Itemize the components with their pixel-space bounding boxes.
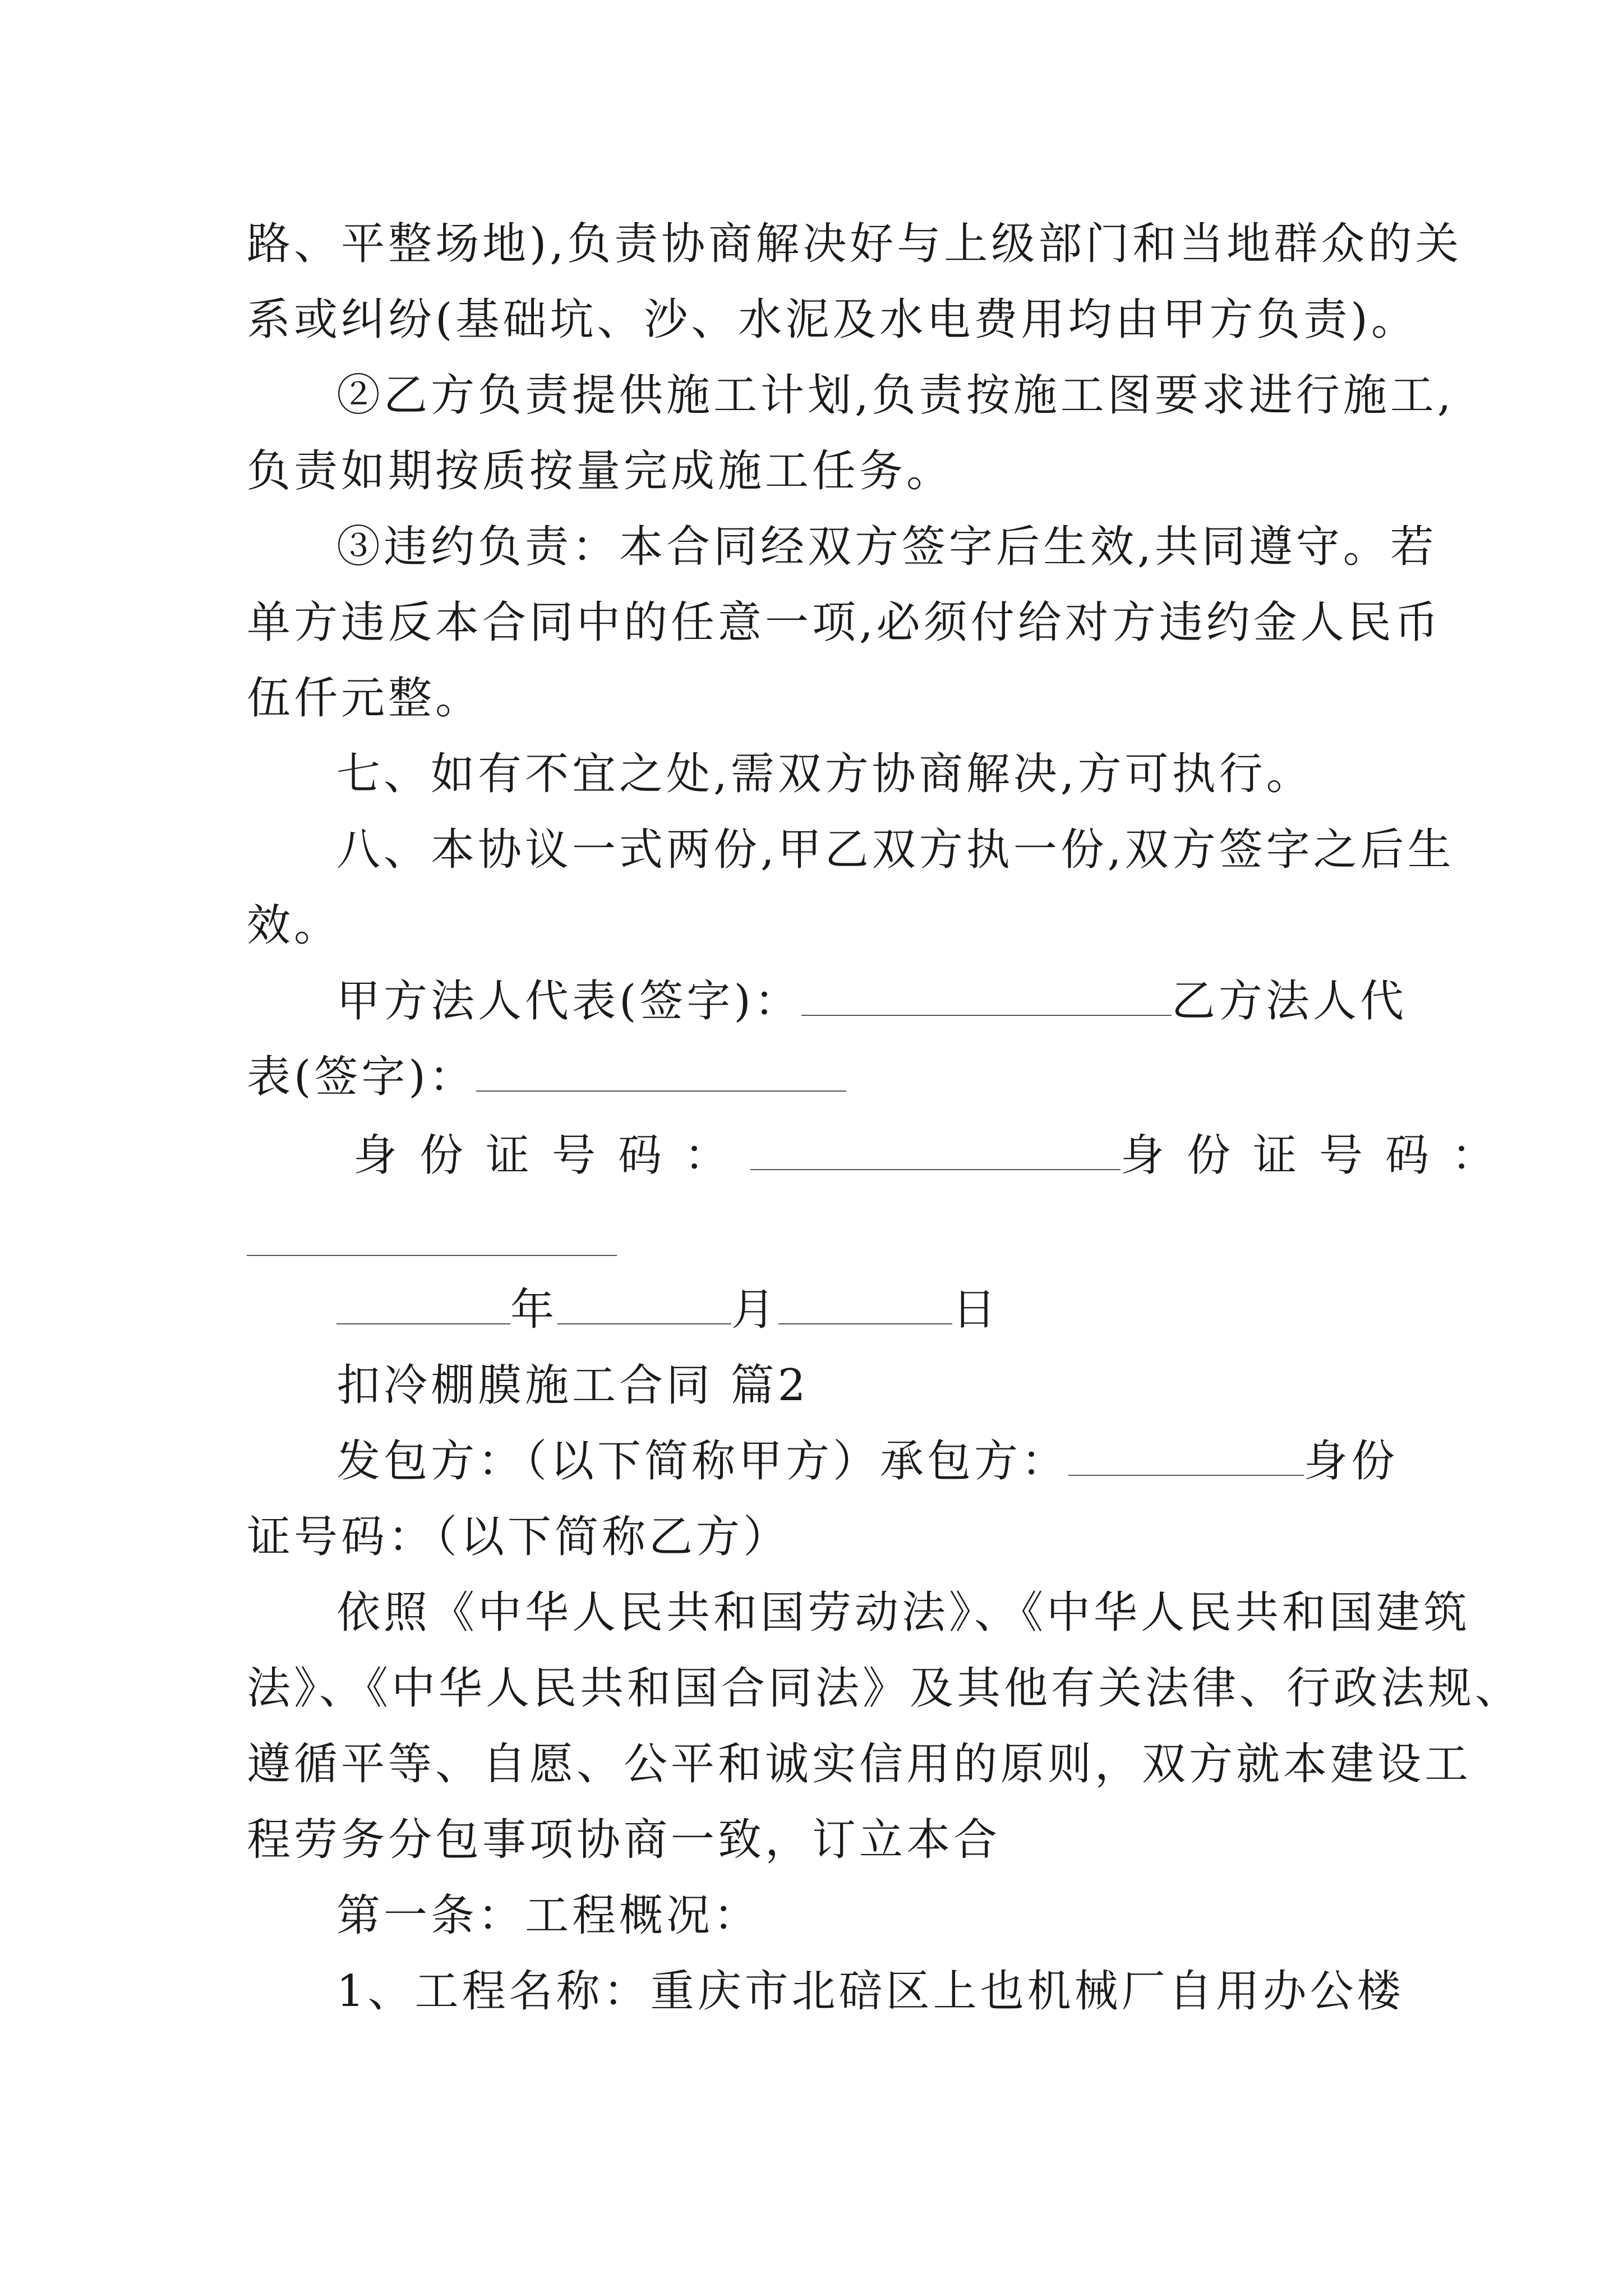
day-label: 日 <box>952 1285 1000 1335</box>
part2-id-line: 证号码：（以下简称乙方） <box>247 1512 791 1562</box>
day-blank[interactable] <box>778 1284 952 1324</box>
basis-line-3: 遵循平等、自愿、公平和诚实信用的原则，双方就本建设工 <box>247 1739 1472 1789</box>
text-line-4: 负责如期按质按量完成施工任务。 <box>247 446 954 496</box>
party-b-id-blank[interactable] <box>247 1255 617 1256</box>
signature-line-a <box>336 973 1407 1029</box>
year-blank[interactable] <box>336 1284 510 1324</box>
id-number-line <box>353 1128 1518 1184</box>
basis-line-4: 程劳务分包事项协商一致，订立本合 <box>247 1815 1001 1865</box>
text-line-7: 伍仟元整。 <box>247 673 483 724</box>
id-label-start: 身份 <box>1304 1436 1399 1487</box>
date-line <box>336 1282 999 1338</box>
text-line-1: 路、平整场地),负责协商解决好与上级部门和当地群众的关 <box>247 219 1463 269</box>
party-b-signature-label-start: 乙方法人代 <box>1171 976 1407 1027</box>
text-line-6: 单方违反本合同中的任意一项,必须付给对方违约金人民币 <box>247 597 1442 648</box>
party-b-id-label: 身份证号码： <box>1121 1130 1518 1181</box>
part2-parties-line <box>336 1433 1398 1489</box>
article-1-heading: 第一条：工程概况： <box>336 1890 761 1941</box>
text-line-3: ②乙方负责提供施工计划,负责按施工图要求进行施工, <box>336 370 1455 421</box>
party-b-signature-label-end: 表(签字)： <box>247 1052 476 1102</box>
year-label: 年 <box>510 1285 558 1335</box>
party-b-signature-blank[interactable] <box>476 1051 846 1092</box>
part2-title: 扣冷棚膜施工合同 篇2 <box>336 1360 809 1411</box>
party-a-signature-label: 甲方法人代表(签字)： <box>336 976 801 1027</box>
party-a-id-label: 身份证号码： <box>353 1130 751 1181</box>
text-line-5: ③违约负责：本合同经双方签字后生效,共同遵守。若 <box>336 522 1437 572</box>
basis-line-1: 依照《中华人民共和国劳动法》、《中华人民共和国建筑 <box>336 1588 1471 1638</box>
party-a-id-blank[interactable] <box>750 1130 1121 1170</box>
text-line-9: 八、本协议一式两份,甲乙双方执一份,双方签字之后生 <box>336 825 1455 875</box>
text-line-2: 系或纠纷(基础坑、沙、水泥及水电费用均由甲方负责)。 <box>247 295 1418 345</box>
text-line-10: 效。 <box>247 900 342 951</box>
employer-contractor-label: 发包方：（以下简称甲方）承包方： <box>336 1436 1069 1487</box>
text-line-8: 七、如有不宜之处,需双方协商解决,方可执行。 <box>336 749 1313 799</box>
project-name-line: 1、工程名称：重庆市北碚区上也机械厂自用办公楼 <box>336 1966 1404 2017</box>
signature-line-b <box>247 1049 846 1105</box>
month-blank[interactable] <box>557 1284 731 1324</box>
party-a-signature-blank[interactable] <box>801 976 1172 1016</box>
month-label: 月 <box>731 1285 779 1335</box>
contractor-blank[interactable] <box>1068 1435 1304 1476</box>
basis-line-2: 法》、《中华人民共和国合同法》及其他有关法律、行政法规、 <box>247 1663 1523 1714</box>
